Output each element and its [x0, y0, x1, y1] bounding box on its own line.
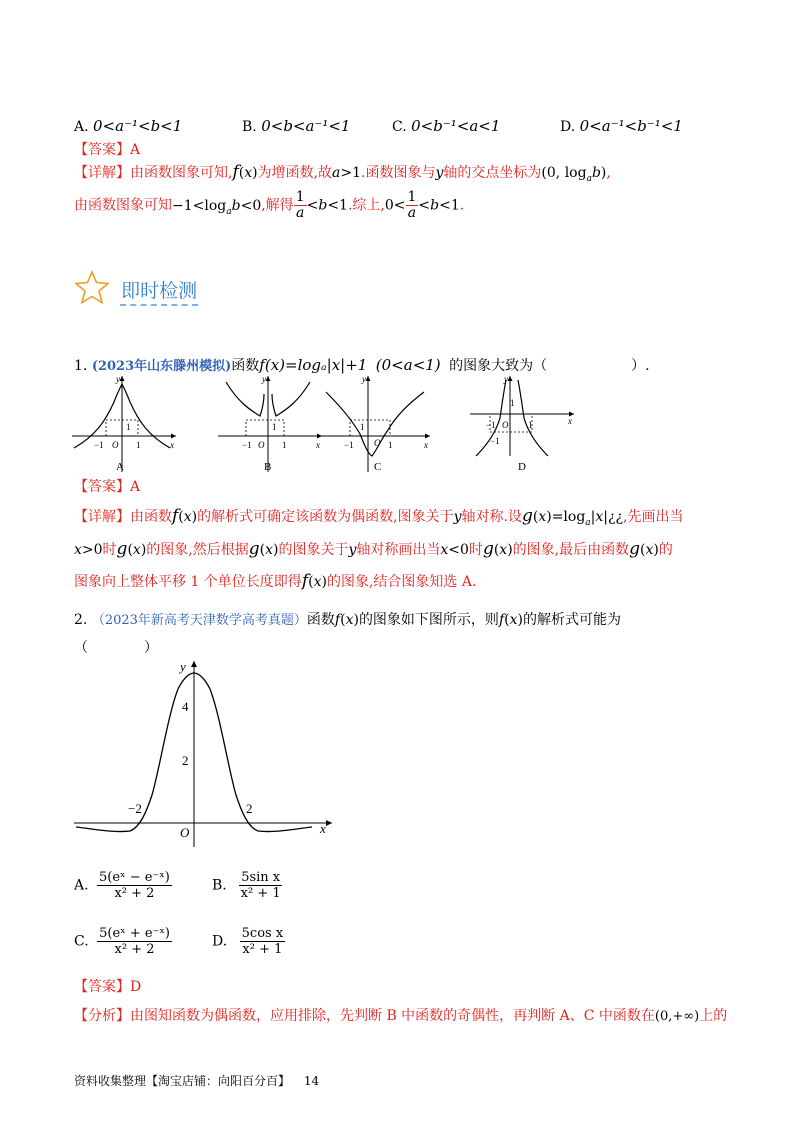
svg-text:1: 1: [528, 420, 533, 430]
svg-text:−1: −1: [94, 440, 104, 450]
analysis-2: 【分析】由图知函数为偶函数，应用排除，先判断 B 中函数的奇偶性，再判断 A、C 中函数在(0,+∞)上的: [74, 1008, 728, 1024]
question-1: 1. (2023年山东滕州模拟)函数f(x)=logₐ|x|+1 (0<a<1) 的图象大致为（ ）.: [74, 356, 650, 374]
graph-label-d: D: [518, 461, 526, 473]
svg-text:O: O: [112, 440, 119, 450]
detail-1-line1: 【详解】由函数f(x)的解析式可确定该函数为偶函数,图象关于y轴对称.设$g(x)=\log_a|x|¿¿$,先画出当: [74, 506, 684, 528]
svg-text:1: 1: [282, 440, 287, 450]
star-icon: [74, 270, 110, 308]
detail-1-line2: x>0时g(x)的图象,然后根据g(x)的图象关于y轴对称画出当x<0时g(x)的图象,最后由函数g(x)的: [74, 539, 673, 559]
option-a-expr: 0<a⁻¹<b<1: [93, 117, 183, 135]
option-d-prev: D. 0<a⁻¹<b⁻¹<1: [560, 117, 683, 135]
question-1-func: f(x)=logₐ|x|+1: [259, 356, 368, 374]
question-2-source: （2023年新高考天津数学高考真题）: [91, 613, 307, 628]
answer-2: 【答案】D: [74, 979, 142, 995]
svg-text:y: y: [504, 374, 508, 384]
svg-text:2: 2: [182, 753, 189, 768]
svg-text:O: O: [374, 438, 381, 448]
svg-text:1: 1: [388, 440, 393, 450]
svg-text:1: 1: [510, 398, 515, 408]
svg-text:1: 1: [272, 422, 277, 432]
svg-text:−2: −2: [128, 801, 142, 816]
graph-label-b: B: [264, 461, 272, 473]
option-a-q2: A. $\frac{\text{5(eˣ − e⁻ˣ)}}{\text{x² + 2}}$: [74, 870, 170, 901]
footer: 资料收集整理【淘宝店铺：向阳百分百】 14: [74, 1074, 320, 1088]
svg-text:x: x: [320, 821, 326, 836]
svg-text:x: x: [170, 440, 174, 450]
question-2: 2. （2023年新高考天津数学高考真题）函数f(x)的图象如下图所示，则f(x)的解析式可能为: [74, 612, 621, 628]
question-2-paren: （ ）: [74, 640, 158, 656]
graph-q1-a: [70, 372, 180, 477]
graph-q1-d: [468, 372, 578, 477]
detail-prev-line2: 由函数图象可知$-1<\log_ab<0$,解得 $\frac{1}{a}$ <b<1.综上,0< $\frac{1}{a}$ <b<1.: [74, 189, 465, 221]
answer-prev: 【答案】A: [74, 142, 141, 158]
svg-text:y: y: [180, 659, 186, 674]
svg-text:−1: −1: [242, 440, 252, 450]
page-number: 14: [303, 1074, 320, 1088]
answer-1: 【答案】A: [74, 479, 141, 495]
svg-text:x: x: [316, 440, 320, 450]
option-a-prev: A. 0<a⁻¹<b<1: [74, 117, 183, 135]
option-b-expr: 0<b<a⁻¹<1: [261, 117, 351, 135]
svg-text:−1: −1: [490, 436, 500, 446]
detail-1-line3: 图象向上整体平移 1 个单位长度即得f(x)的图象,结合图象知选 A.: [74, 571, 477, 591]
svg-text:O: O: [258, 440, 265, 450]
question-1-source: (2023年山东滕州模拟): [91, 359, 232, 374]
option-d-expr: 0<a⁻¹<b⁻¹<1: [579, 117, 683, 135]
option-d-q2: D. $\frac{\text{5cos x}}{\text{x² + 1}}$: [212, 926, 284, 957]
svg-text:O: O: [180, 825, 190, 840]
option-b-q2: B. $\frac{\text{5sin x}}{\text{x² + 1}}$: [212, 870, 281, 901]
svg-text:x: x: [424, 440, 428, 450]
section-underline: [120, 304, 198, 306]
svg-text:y: y: [116, 374, 120, 384]
option-c-prev: C. 0<b⁻¹<a<1: [392, 117, 501, 135]
option-c-q2: C. $\frac{\text{5(eˣ + e⁻ˣ)}}{\text{x² + 2}}$: [74, 926, 170, 957]
option-b-prev: B. 0<b<a⁻¹<1: [242, 117, 351, 135]
svg-text:2: 2: [246, 801, 253, 816]
svg-text:4: 4: [182, 699, 189, 714]
graph-label-a: A: [116, 461, 124, 473]
graph-label-c: C: [374, 461, 382, 473]
graph-q1-c: [320, 372, 435, 477]
svg-text:1: 1: [360, 422, 365, 432]
svg-text:−1: −1: [486, 420, 496, 430]
graph-q1-b: [216, 372, 326, 477]
svg-text:y: y: [262, 374, 266, 384]
svg-text:O: O: [502, 420, 509, 430]
section-title: 即时检测: [121, 280, 198, 302]
svg-text:y: y: [362, 374, 366, 384]
section-header: [74, 270, 197, 308]
detail-prev-line1: 【详解】由函数图象可知,f(x)为增函数,故a>1.函数图象与y轴的交点坐标为(0, $\log_ab$),: [74, 162, 611, 184]
svg-text:x: x: [568, 416, 572, 426]
graph-q2: [70, 655, 340, 850]
svg-text:1: 1: [136, 440, 141, 450]
svg-text:1: 1: [126, 422, 131, 432]
option-c-expr: 0<b⁻¹<a<1: [411, 117, 501, 135]
svg-text:−1: −1: [344, 440, 354, 450]
